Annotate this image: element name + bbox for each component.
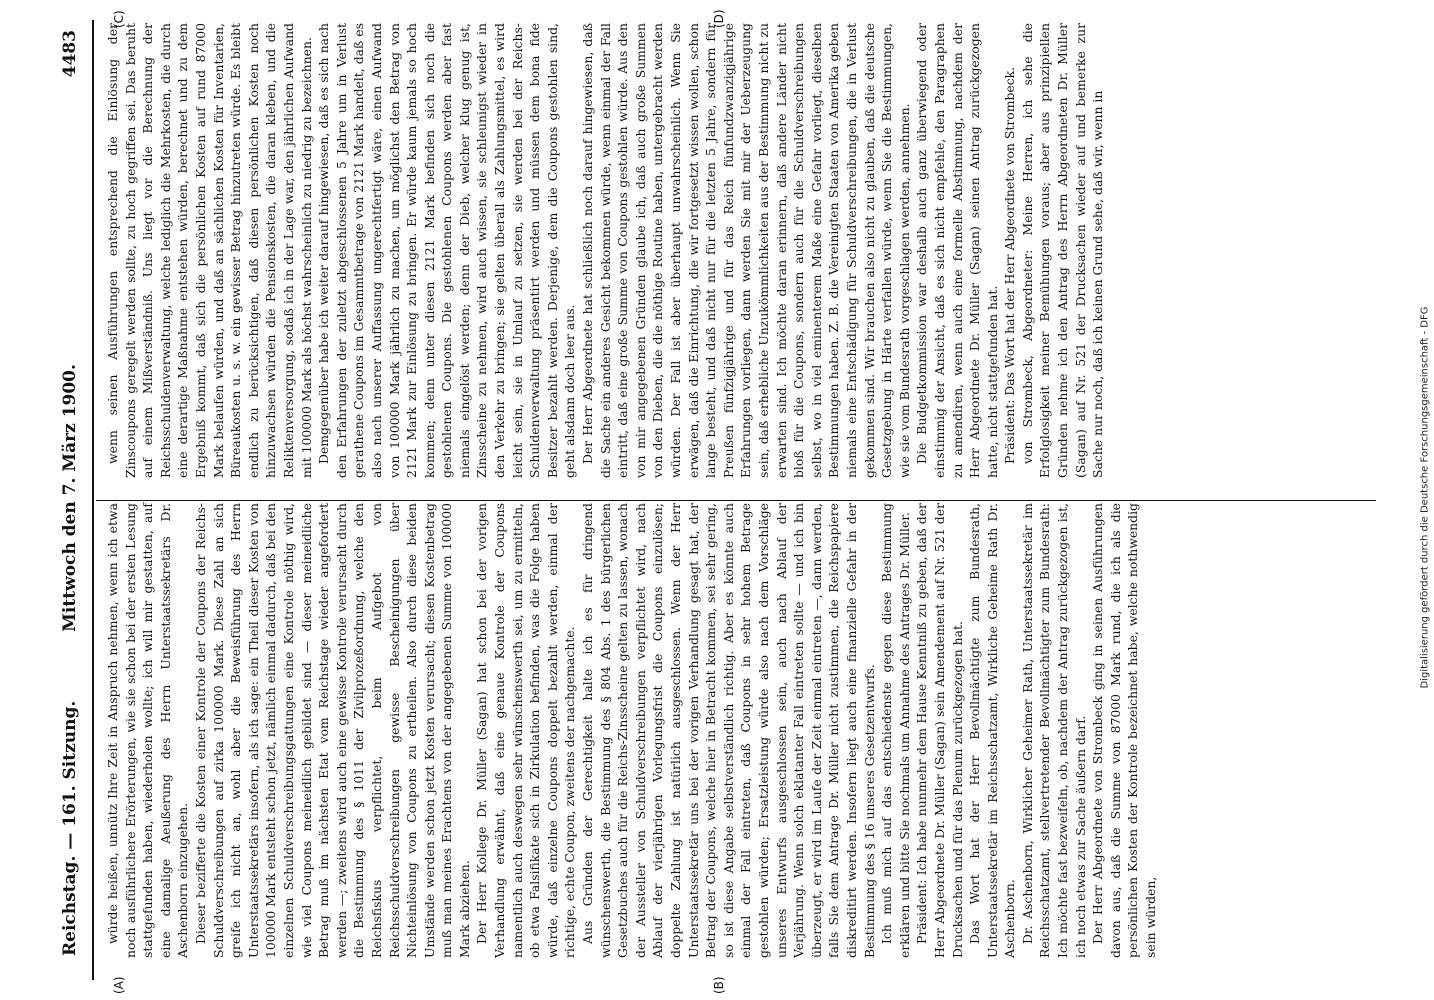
page-header [60, 20, 86, 976]
paragraph: Dieser bezifferte die Kosten einer Kontrole der Coupons der Reichs-Schuldverschreibungen auf zirka 100000 Mark. Diese Zahl an sich greife ich nicht an, wohl aber die Beweisführung des Herrn Unterstaatssekretärs insofern, als ich sage: ein Theil dieser Kosten von 100000 Mark entsteht schon jetzt, nämlich einmal dadurch, daß bei den einzelnen Schuldverschreibungsgattungen eine Kontrole nöthig wird, wie viel Coupons meineidlich gebildet sind — dieser meineidliche Betrag muß im nächsten Etat vom Reichstage wieder angefordert werden —; zweitens wird auch eine gewisse Kontrole verursacht durch die Bestimmung des § 1011 der Zivilprozeßordnung, welche den Reichsfiskus verpflichtet, beim Aufgebot von Reichsschuldverschreibungen gewisse Bescheinigungen über Nichteinlösung von Coupons zu ertheilen. Also durch diese beiden Umstände werden schon jetzt Kosten verursacht; diesen Kostenbetrag muß man meines Erachtens von der angegebenen Summe von 100000 Mark abziehen. [192, 503, 472, 958]
paragraph: würde heißen, unnütz Ihre Zeit in Anspruch nehmen, wenn ich etwa noch ausführlichere Erörterungen, wie sie schon bei der ersten Lesung stattgefunden haben, wiederholen wollte; ich will mir gestatten, auf eine damalige Aeußerung des Herrn Unterstaatssekretärs Dr. Aschenborn einzugehen. [105, 503, 191, 958]
margin-marker-b: (B) [712, 976, 726, 994]
paragraph: Präsident: Ich habe nunmehr dem Hause Kenntniß zu geben, daß der Herr Abgeordnete Dr. Müller (Sagan) sein Amendement auf Nr. 521 der Drucksachen und für das Plenum zurückgezogen hat. [914, 503, 965, 958]
paragraph: Das Wort hat der Herr Bevollmächtigte zum Bundesrath, Unterstaatssekretär im Reichsschatzamt, Wirkliche Geheime Rath Dr. Aschenborn. [967, 503, 1018, 958]
paragraph: Der Herr Kollege Dr. Müller (Sagan) hat schon bei der vorigen Verhandlung erwähnt, daß eine genaue Kontrole der Coupons namentlich auch deswegen sehr wünschenswerth sei, um zu ermitteln, ob etwa Falsifikate sich in Zirkulation befinden, was die Folge haben würde, daß einzelne Coupons doppelt bezahlt werden, einmal der richtige, echte Coupon, zweitens der nachgemachte. [474, 503, 578, 958]
column-divider [96, 500, 1376, 501]
paragraph: Demgegenüber habe ich weiter darauf hingewiesen, daß es sich nach den Erfahrungen der zuletzt abgeschlossenen 5 Jahre um in Verlust gerathene Coupons im Gesammtbetrage von 2121 Mark handelt, daß es also nach unserer Auffassung ungerechtfertigt wäre, einen Aufwand von 100000 Mark jährlich zu machen, um möglichst den Betrag von 2121 Mark zur Einlösung zu bringen. Er würde kaum jemals so hoch kommen; denn unter diesen 2121 Mark befinden sich noch die gestohlenen Coupons. Die gestohlenen Coupons werden aber fast niemals eingelöst werden; denn der Dieb, welcher klug genug ist, Zinsscheine zu nehmen, wird auch wissen, sie schleunigst wieder in den Verkehr zu bringen; sie gelten überall als Zahlungsmittel, es wird leicht sein, sie in Umlauf zu setzen, sie werden bei der Reichs-Schuldenverwaltung präsentirt werden und müssen dem bona fide Besitzer bezahlt werden. Derjenige, dem die Coupons gestohlen sind, geht alsdann doch leer aus. [316, 23, 578, 478]
right-column [104, 23, 1107, 478]
paragraph: von Strombeck, Abgeordneter: Meine Herren, ich sehe die Erfolglosigkeit meiner Bemühungen voraus; aber aus prinzipiellen Gründen nehme ich den Antrag des Herrn Abgeordneten Dr. Müller (Sagan) auf Nr. 521 der Drucksachen wieder auf und bemerke zur Sache nur noch, daß ich keinen Grund sehe, daß wir, wenn in [1019, 23, 1106, 478]
paragraph: Präsident: Das Wort hat der Herr Abgeordnete von Strombeck. [1002, 66, 1018, 464]
paragraph: Der Herr Abgeordnete hat schließlich noch darauf hingewiesen, daß die Sache ein anderes Gesicht bekommen würde, wenn einmal der Fall eintritt, daß eine große Summe von Coupons gestohlen würde. Aus den von mir angegebenen Gründen glaube ich, daß auch große Summen von den Dieben, die die nöthige Routine haben, untergebracht werden würden. Der Fall ist aber überhaupt unwahrscheinlich. Wenn Sie erwägen, daß die Einrichtung, die wir fortgesetzt wissen wollen, schon lange besteht, und daß nicht nur für die letzten 5 Jahre, sondern für Preußen fünfzigjährige und für das Reich fünfundzwanzigjährige Erfahrungen vorliegen, dann werden Sie mit mir der Ueberzeugung sein, daß erhebliche Unzukömmlichkeiten aus der Bestimmung nicht zu erwarten sind. Ich möchte daran erinnern, daß andere Länder nicht bloß für die Coupons, sondern auch für die Schuldverschreibungen selbst, wo in viel eminenterem Maße eine Gefahr vorliegt, dieselben Bestimmungen haben. Z. B. die Vereinigten Staaten von Amerika geben niemals eine Entschädigung für Schuldverschreibungen, die in Verlust gekommen sind. Wir brauchen also nicht zu glauben, daß die deutsche Gesetzgebung in Härte verfallen würde, wenn Sie die Bestimmungen, wie sie vom Bundesrath vorgeschlagen werden, annehmen. [580, 23, 912, 478]
margin-marker-c: (C) [112, 10, 126, 28]
paragraph: Ich muß mich auf das entschiedenste gegen diese Bestimmung erklären und bitte Sie nochmals um Annahme des Antrages Dr. Müller. [879, 503, 912, 958]
margin-marker-a: (A) [112, 976, 126, 994]
paragraph: Der Herr Abgeordnete von Strombeck ging in seinen Ausführungen davon aus, daß die Summe von 87000 Mark rund, die ich als die persönlichen Kosten der Kontrole bezeichnet habe, welche nothwendig sein würden, [1090, 503, 1159, 958]
paragraph: Aus Gründen der Gerechtigkeit halte ich es für dringend wünschenswerth, die Bestimmung des § 804 Abs. 1 des bürgerlichen Gesetzbuches auch für die Reichs-Zinsscheine gelten zu lassen, wonach der Aussteller von Schuldverschreibungen verpflichtet wird, nach Ablauf der vierjährigen Vorlegungsfrist die Coupons einzulösen; doppelte Zahlung ist natürlich ausgeschlossen. Wenn der Herr Unterstaatssekretär uns bei der vorigen Verhandlung gesagt hat, der Betrag der Coupons, welche hier in Betracht kommen, sei sehr gering, so ist diese Angabe selbstverständlich richtig. Aber es könnte auch einmal der Fall eintreten, daß Coupons in sehr hohem Betrage gestohlen würden; Ersatzleistung würde also nach dem Vorschläge unseres Entwurfs ausgeschlossen sein, auch nach Ablauf der Verjährung. Wenn solch eklatanter Fall eintreten sollte — und ich bin überzeugt, er wird im Laufe der Zeit einmal eintreten —, dann werden, falls Sie dem Antrage Dr. Müller nicht zustimmen, die Reichspapiere diskreditirt werden. Insofern liegt auch eine finanzielle Gefahr in der Bestimmung des § 16 unseres Gesetzentwurfs. [580, 503, 877, 958]
dfg-attribution: Digitalisierung gefördert durch die Deutsche Forschungsgemeinschaft - DFG [1419, 306, 1431, 689]
page-number: 4483 [60, 30, 80, 78]
paragraph: wenn seinen Ausführungen entsprechend die Einlösung der Zinscoupons geregelt werden sollte, zu hoch gegriffen sei. Das beruht auf einem Mißverständniß. Uns liegt vor die Berechnung der Reichsschuldenverwaltung, welche lediglich die Mehrkosten, die durch eine derartige Maßnahme entstehen würden, berechnet und zu dem Ergebniß kommt, daß sich die persönlichen Kosten auf rund 87000 Mark belaufen würden, und daß an sächlichen Kosten für Inventarien, Büreaukosten u. s. w. ein gewisser Betrag hinzutreten würde. Es bleibt endlich zu berücksichtigen, daß diesen persönlichen Kosten noch hinzuwachsen würden die Pensionskosten, die daran kleben, und die Reliktenversorgung, sodaß ich in der Lage war, den jährlichen Aufwand mit 100000 Mark als höchst wahrscheinlich zu niedrig zu bezeichnen. [105, 23, 314, 478]
header-left: Reichstag. — 161. Sitzung. [60, 700, 80, 956]
margin-marker-d: (D) [712, 9, 726, 28]
header-rule [92, 20, 94, 980]
paragraph: Dr. Aschenborn, Wirklicher Geheimer Rath, Unterstaatssekretär im Reichsschatzamt, stellvertretender Bevollmächtigter zum Bundesrath: Ich möchte fast bezweifeln, ob, nachdem der Antrag zurückgezogen ist, ich noch etwas zur Sache äußern darf. [1019, 503, 1088, 958]
header-date: Mittwoch den 7. März 1900. [60, 364, 80, 632]
paragraph: Die Budgetkommission war deshalb auch ganz überwiegend oder einstimmig der Ansicht, daß es sich nicht empfehle, den Paragraphen zu amendiren, wenn auch eine formelle Abstimmung, nachdem der Herr Abgeordnete Dr. Müller (Sagan) seinen Antrag zurückgezogen hatte, nicht stattgefunden hat. [914, 23, 1000, 478]
left-column [104, 503, 1160, 958]
